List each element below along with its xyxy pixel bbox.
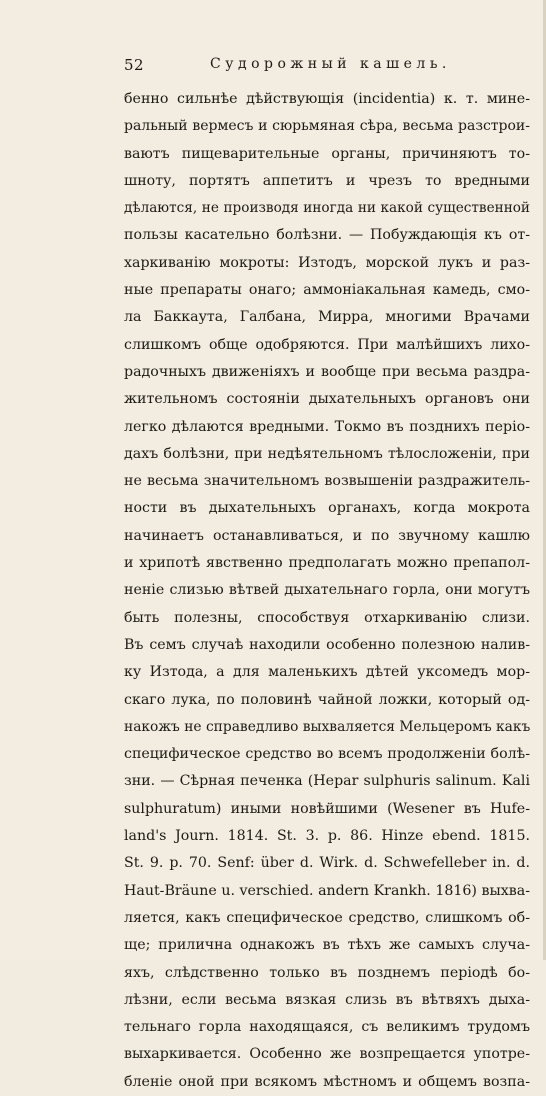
text-line: тельнаго горла находящаяся, съ великимъ трудомъ [124, 1019, 530, 1036]
text-line: яхъ, слѣдственно только въ позднемъ періодѣ бо- [124, 964, 530, 981]
text-line: ные препараты онаго; аммоніакальная камедь, смо- [124, 282, 530, 299]
text-line: land's Journ. 1814. St. 3. p. 86. Hinze ebend. 1815. [124, 828, 530, 845]
text-line: дахъ болѣзни, при недѣятельномъ тѣлосложеніи, при [124, 445, 530, 462]
text-line: не весьма значительномъ возвышеніи раздражитель- [124, 473, 530, 490]
text-line: дѣлаются, не производя иногда ни какой существенной [124, 200, 530, 217]
text-line: начинаетъ останавливаться, и по звучному кашлю [124, 527, 530, 544]
text-line: быть полезны, способствуя отхаркиванію слизи. [124, 609, 530, 626]
text-line: харкиванію мокроты: Изтодъ, морской лукъ и раз- [124, 254, 530, 271]
text-line: скаго лука, по половинѣ чайной ложки, который од- [124, 691, 530, 708]
page-number: 52 [124, 56, 145, 74]
text-line: накожъ не справедливо выхваляется Мельцеромъ какъ [124, 718, 530, 735]
text-line: радочныхъ движеніяхъ и вообще при весьма раздра- [124, 363, 530, 380]
running-title: Судорожный кашель. [210, 56, 451, 72]
text-line: легко дѣлаются вредными. Токмо въ позднихъ періо- [124, 418, 530, 435]
text-line: лѣзни, если весьма вязкая слизь въ вѣтвяхъ дыха- [124, 991, 530, 1008]
text-line: ральный вермесъ и сюрьмяная сѣра, весьма разстрои- [124, 118, 530, 135]
text-line: St. 9. p. 70. Senf: über d. Wirk. d. Schwefelleber in. d. [124, 855, 530, 872]
text-line: жительномъ состояніи дыхательныхъ органовъ они [124, 391, 530, 408]
text-line: слишкомъ обще одобряются. При малѣйшихъ лихо- [124, 336, 530, 353]
text-line: ности въ дыхательныхъ органахъ, когда мокрота [124, 500, 530, 517]
text-line: неніе слизью вѣтвей дыхательнаго горла, они могутъ [124, 582, 530, 599]
text-line: и хрипотѣ явственно предполагать можно препапол- [124, 555, 530, 572]
text-line: ще; прилична однакожъ въ тѣхъ же самыхъ случа- [124, 937, 530, 954]
text-line: специфическое средство во всемъ продолженіи болѣ- [124, 746, 530, 763]
text-line: ла Баккаута, Галбана, Мирра, многими Врачами [124, 309, 530, 326]
text-line: шноту, портятъ аппетитъ и чрезъ то вредными [124, 172, 530, 189]
text-line: sulphuratum) иными новѣйшими (Wesener въ Hufe- [124, 800, 530, 817]
text-line: зни. — Сѣрная печенка (Hepar sulphuris salinum. Kali [124, 773, 530, 790]
text-line: Въ семъ случаѣ находили особенно полезною налив- [124, 636, 530, 653]
page-header [124, 56, 530, 80]
text-line: пользы касательно болѣзни. — Побуждающія къ от- [124, 227, 530, 244]
text-line: ляется, какъ специфическое средство, слишкомъ об- [124, 909, 530, 926]
text-line: ку Изтода, а для маленькихъ дѣтей уксомедъ мор- [124, 664, 530, 681]
body-text [124, 86, 530, 1096]
text-line: бленіе оной при всякомъ мѣстномъ и общемъ возпа- [124, 1073, 530, 1090]
text-line: выхаркивается. Особенно же возпрещается употре- [124, 1046, 530, 1063]
text-line: ваютъ пищеварительные органы, причиняютъ то- [124, 145, 530, 162]
text-line: бенно сильнѣе дѣйствующія (incidentia) к. т. мине- [124, 91, 530, 107]
text-line: Haut-Bräune u. verschied. andern Krankh. 1816) выхва- [124, 882, 530, 899]
